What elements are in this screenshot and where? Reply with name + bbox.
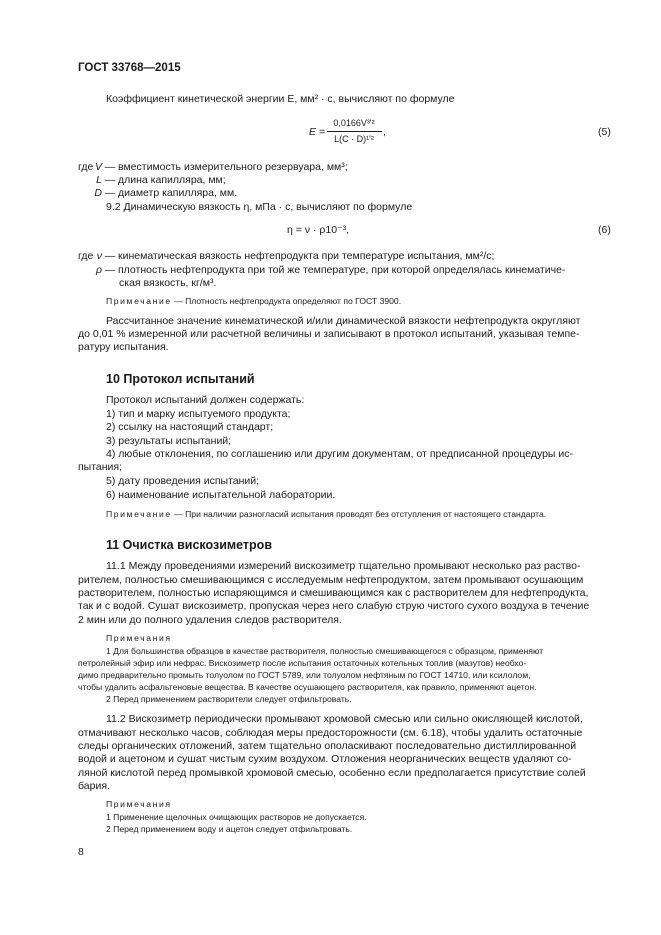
note-line: димо предварительно промыть толуолом по ГОСТ 5789, или толуолом нефтяным по ГОСТ 14710, или ксилолом, [78, 670, 531, 680]
where1-label: где [78, 161, 94, 173]
list-line: 5) дату проведения испытаний; [106, 475, 260, 487]
paragraph-line: 11.2 Вискозиметр периодически промывают хромовой смесью или сильно окисляющей кислотой, [106, 713, 583, 725]
formula5-tail: , [383, 126, 386, 138]
list-line: 1) тип и марку испытуемого продукта; [106, 408, 291, 420]
formula5-numerator: 0,0166V³ʹ² [333, 118, 375, 128]
list-line: пытания; [78, 461, 123, 473]
notes-2-label: Примечания [106, 799, 172, 809]
list-line: 2) ссылку на настоящий стандарт; [106, 421, 274, 433]
where2-label: где [78, 250, 94, 262]
paragraph-line: 2 мин или до полного удаления следов растворителя. [78, 614, 342, 626]
paragraph-line: до 0,01 % измеренной или расчетной величины и записывают в протокол испытаний, указывая темпе- [78, 328, 580, 340]
list-line: 6) наименование испытательной лаборатории. [106, 489, 336, 501]
formula6-expression: η = ν · ρ10⁻³, [287, 224, 349, 236]
formula5-lhs: E = [309, 126, 326, 138]
formula6-number: (6) [598, 224, 611, 236]
formula5-intro: Коэффициент кинетической энергии E, мм² · с, вычисляют по формуле [106, 93, 455, 105]
document-header: ГОСТ 33768—2015 [78, 62, 181, 74]
section-10-heading: 10 Протокол испытаний [106, 372, 255, 386]
paragraph-line: 11.1 Между проведениями измерений вискозиметр тщательно промывают несколько раз раство- [106, 560, 581, 572]
paragraph-line: Рассчитанное значение кинематической и/или динамической вязкости нефтепродукта округляют [106, 315, 581, 327]
formula5-denominator: L(C · D)¹ʹ² [334, 134, 374, 144]
where1-item: L — длина капилляра, мм; [96, 174, 226, 186]
where2-item: ρ — плотность нефтепродукта при той же температуре, при которой определялась кинематиче- [95, 264, 566, 276]
where1-item: D — диаметр капилляра, мм. [94, 187, 238, 199]
section-10-note: Примечание — При наличии разногласий испытания проводят без отступления от настоящего стандарта. [106, 509, 547, 519]
section-9-2-text: 9.2 Динамическую вязкость η, мПа · с, вычисляют по формуле [106, 201, 413, 213]
note-line: чтобы удалить асфальтеновые вещества. В качестве осушающего растворителя, как правило, применяют ацетон. [78, 682, 537, 692]
fraction-bar [327, 131, 382, 132]
list-line: 3) результаты испытаний; [106, 435, 232, 447]
paragraph-line: растворителем, полностью испаряющимся и смешивающимся как с растворителем для нефтепродукта, [78, 587, 589, 599]
paragraph-line: следы органических отложений, затем тщательно ополаскивают последовательно дистиллированной [78, 740, 577, 752]
note-1: Примечание — Плотность нефтепродукта определяют по ГОСТ 3900. [106, 296, 402, 306]
note-line: 1 Применение щелочных очищающих растворов не допускается. [106, 812, 367, 822]
note-line: 1 Для большинства образцов в качестве растворителя, полностью смешивающегося с образцом, применяют [106, 646, 544, 656]
where2-item: ν — кинематическая вязкость нефтепродукта при температуре испытания, мм²/с; [96, 250, 495, 262]
note-line: 2 Перед применением растворители следует отфильтровать. [106, 694, 352, 704]
notes-1-label: Примечания [106, 633, 172, 643]
paragraph-line: бария. [78, 780, 110, 792]
list-line: 4) любые отклонения, по соглашению или другим документам, от предписанной процедуры ис- [106, 448, 573, 460]
where1-item: V — вместимость измерительного резервуара, мм³; [94, 161, 348, 173]
where2-item-continuation: ская вязкость, кг/м³. [119, 277, 217, 289]
note-line: петролейный эфир или нефрас. Вискозиметр после испытания остаточных котельных топлив (мазутов) необхо- [78, 658, 527, 668]
paragraph-line: водой и ацетоном и сушат чистым сухим воздухом. Отложения неорганических веществ удаляют со- [78, 753, 572, 765]
page-number: 8 [78, 846, 84, 858]
paragraph-line: рителем, полностью смешивающимся с исследуемым нефтепродуктом, затем промывают осушающим [78, 574, 584, 586]
section-11-heading: 11 Очистка вискозиметров [106, 538, 272, 552]
list-line: Протокол испытаний должен содержать: [106, 394, 305, 406]
paragraph-line: так и с водой. Сушат вискозиметр, пропуская через него слабую струю чистого сухого воздуха в течение [78, 600, 590, 612]
paragraph-line: отмачивают несколько часов, соблюдая меры предосторожности (см. 6.18), чтобы удалить остаточные [78, 727, 583, 739]
paragraph-line: ляной кислотой перед промывкой хромовой смесью, особенно если предполагается присутствие солей [78, 767, 586, 779]
paragraph-line: ратуру испытания. [78, 341, 169, 353]
note-line: 2 Перед применением воду и ацетон следует отфильтровать. [106, 824, 353, 834]
formula5-number: (5) [598, 126, 611, 138]
